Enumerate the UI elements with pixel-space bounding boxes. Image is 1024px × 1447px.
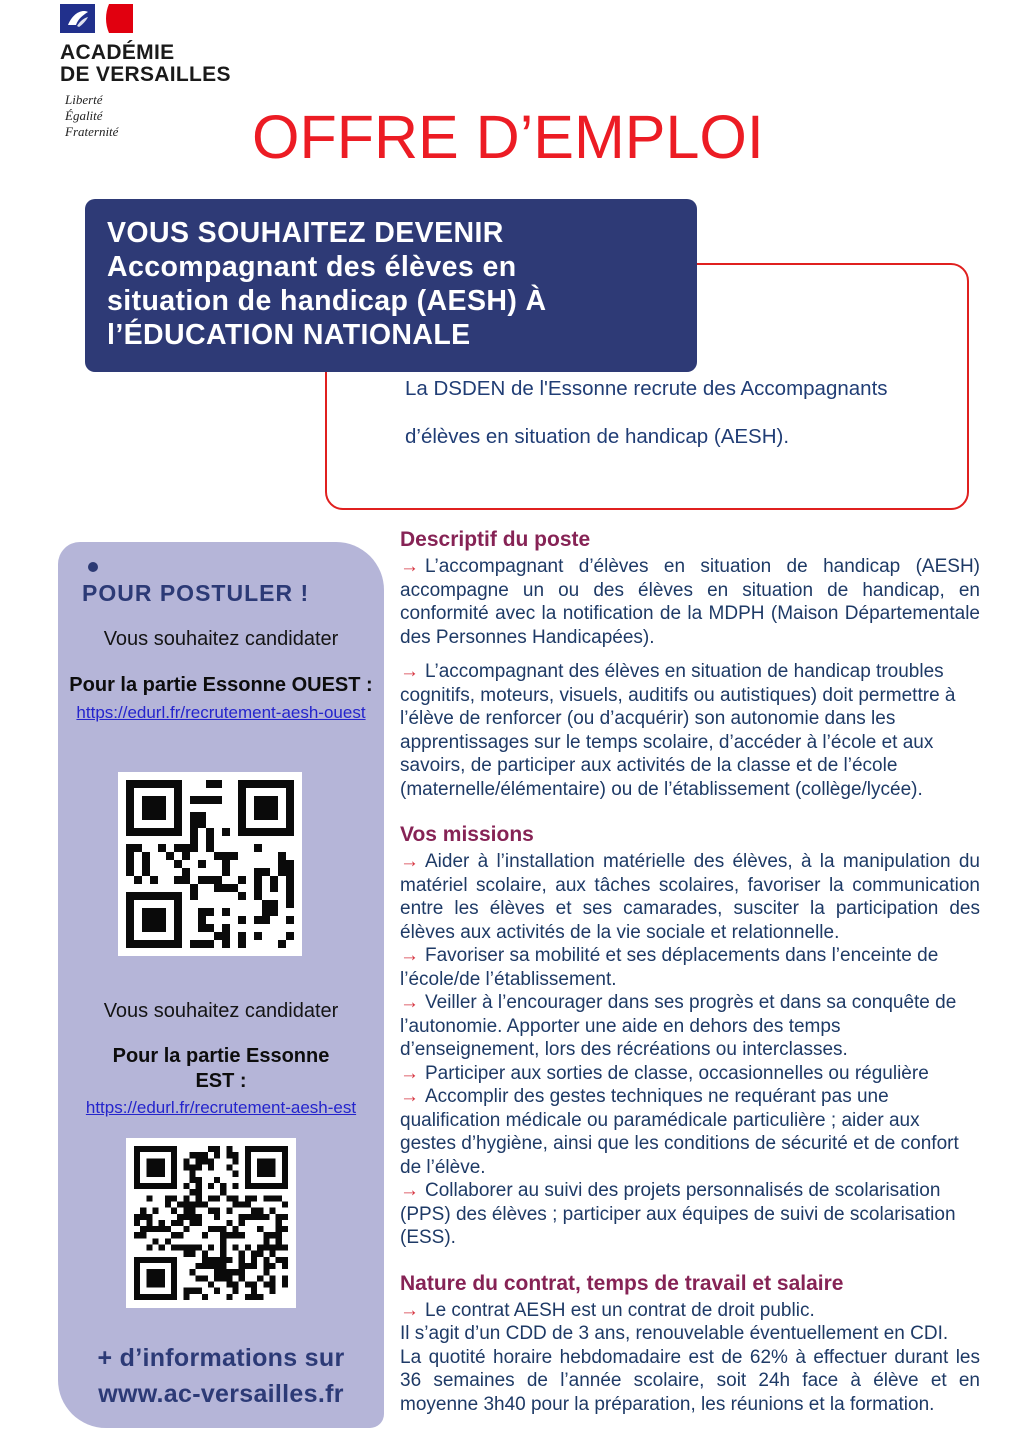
paragraph-text: L’accompagnant d’élèves en situation de handicap (AESH) accompagne un ou des élèves en situation de handicap, en conformité avec la notification de la MDPH (Maison Départementale des Personnes Handicapées).	[400, 556, 980, 648]
arrow-icon: →	[400, 556, 419, 577]
hero-line3: situation de handicap (AESH) À	[107, 285, 547, 317]
academy-logo	[60, 4, 231, 140]
brand-line1: ACADÉMIE	[60, 41, 175, 64]
paragraph-text: Veiller à l’encourager dans ses progrès et dans sa conquête de l’autonomie. Apporter une aide en dehors des temps d’enseignement, lors des récréations ou interclasses.	[400, 992, 957, 1060]
sidebar-lead-east: Vous souhaitez candidater	[103, 1000, 339, 1022]
link-recrutement-aesh-est[interactable]: https://edurl.fr/recrutement-aesh-est	[85, 1098, 357, 1117]
arrow-icon: →	[400, 1086, 419, 1107]
arrow-icon: →	[400, 661, 419, 682]
paragraph-text: Collaborer au suivi des projets personnalisés de scolarisation (PPS) des élèves ; participer aux équipes de suivi de scolarisation (ESS).	[400, 1180, 956, 1248]
mission-item-1	[400, 850, 980, 944]
footer-line1: + d’informations sur	[97, 1344, 345, 1372]
motto-fraternite: Fraternité	[65, 124, 119, 139]
hero-headline-box	[85, 199, 697, 372]
qr-code-essonne-est-icon	[126, 1138, 296, 1308]
main-content	[400, 528, 980, 1416]
mission-item-5	[400, 1085, 980, 1179]
arrow-icon: →	[400, 992, 419, 1013]
qr-code-essonne-ouest-icon	[118, 772, 302, 956]
paragraph-text: La quotité horaire hebdomadaire est de 62% à effectuer durant les 36 semaines de l’année scolaire, soit 24h face à élève et en moyenne 3h40 pour la préparation, les réunions et la formation.	[400, 1346, 980, 1415]
intro-line2: d’élèves en situation de handicap (AESH).	[405, 425, 790, 448]
paragraph-text: Il s’agit d’un CDD de 3 ans, renouvelable éventuellement en CDI.	[400, 1323, 949, 1344]
paragraph-text: Participer aux sorties de classe, occasionnelles ou régulière	[425, 1062, 929, 1084]
paragraph-descriptif-2	[400, 660, 980, 801]
section-heading-contrat: Nature du contrat, temps de travail et salaire	[400, 1271, 844, 1295]
motto-egalite: Égalité	[65, 108, 103, 123]
intro-text	[405, 365, 945, 461]
bullet-icon	[88, 562, 98, 572]
brand-name	[60, 42, 231, 86]
hero-line2: Accompagnant des élèves en	[107, 251, 517, 283]
paragraph-text: Favoriser sa mobilité et ses déplacements dans l’enceinte de l’école/de l’établissement.	[400, 945, 939, 990]
mission-item-2	[400, 944, 980, 991]
motto-liberte: Liberté	[65, 92, 103, 107]
paragraph-text: Accomplir des gestes techniques ne requérant pas une qualification médicale ou paramédicale particulière ; aider aux gestes d’hygiène, ainsi que les conditions de sécurité et de confort de l’élève.	[400, 1086, 959, 1178]
republique-flag-icon	[60, 4, 136, 34]
sidebar-label-east: Pour la partie Essonne EST :	[112, 1045, 330, 1092]
paragraph-contrat-1	[400, 1299, 980, 1323]
section-heading-descriptif: Descriptif du poste	[400, 528, 591, 551]
paragraph-text: L’accompagnant des élèves en situation de handicap troubles cognitifs, moteurs, visuels, auditifs ou autistiques) doit permettre à l’élève de renforcer (ou d’acquérir) son autonomie dans les apprentissages sur le temps scolaire, d’accéder à l’école et aux savoirs, de participer aux activités de la classe et de l’école (maternelle/élémentaire) ou de l’établissement (collège/lycée).	[400, 661, 956, 800]
hero-line1: VOUS SOUHAITEZ DEVENIR	[107, 217, 504, 249]
arrow-icon: →	[400, 1062, 419, 1084]
sidebar-title: POUR POSTULER !	[82, 580, 310, 606]
link-recrutement-aesh-ouest[interactable]: https://edurl.fr/recrutement-aesh-ouest	[76, 703, 366, 722]
brand-line2: DE VERSAILLES	[60, 63, 231, 86]
paragraph-descriptif-1	[400, 555, 980, 649]
mission-item-6	[400, 1179, 980, 1250]
footer-line2: www.ac-versailles.fr	[98, 1380, 344, 1408]
sidebar-footer	[58, 1340, 384, 1412]
hero-line4: l’ÉDUCATION NATIONALE	[107, 319, 471, 351]
page-title: OFFRE D’EMPLOI	[252, 103, 764, 171]
mission-item-3	[400, 991, 980, 1062]
paragraph-contrat-3	[400, 1346, 980, 1417]
arrow-icon: →	[400, 945, 419, 966]
paragraph-contrat-2	[400, 1322, 980, 1346]
paragraph-text: Aider à l’installation matérielle des élèves, à la manipulation du matériel scolaire, aux tâches scolaires, favoriser la communication entre les élèves et ses camarades, susciter la participation des élèves aux activités de la vie sociale et relationnelle.	[400, 851, 980, 943]
mission-item-4	[400, 1062, 980, 1086]
apply-sidebar	[58, 542, 384, 1428]
sidebar-label-west: Pour la partie Essonne OUEST :	[69, 674, 373, 696]
arrow-icon: →	[400, 1299, 419, 1321]
arrow-icon: →	[400, 1180, 419, 1201]
motto	[65, 92, 231, 140]
arrow-icon: →	[400, 851, 419, 872]
paragraph-text: Le contrat AESH est un contrat de droit public.	[425, 1299, 815, 1321]
intro-line1: La DSDEN de l'Essonne recrute des Accompagnants	[405, 377, 888, 400]
sidebar-lead-west: Vous souhaitez candidater	[103, 628, 339, 650]
section-heading-missions: Vos missions	[400, 823, 534, 846]
